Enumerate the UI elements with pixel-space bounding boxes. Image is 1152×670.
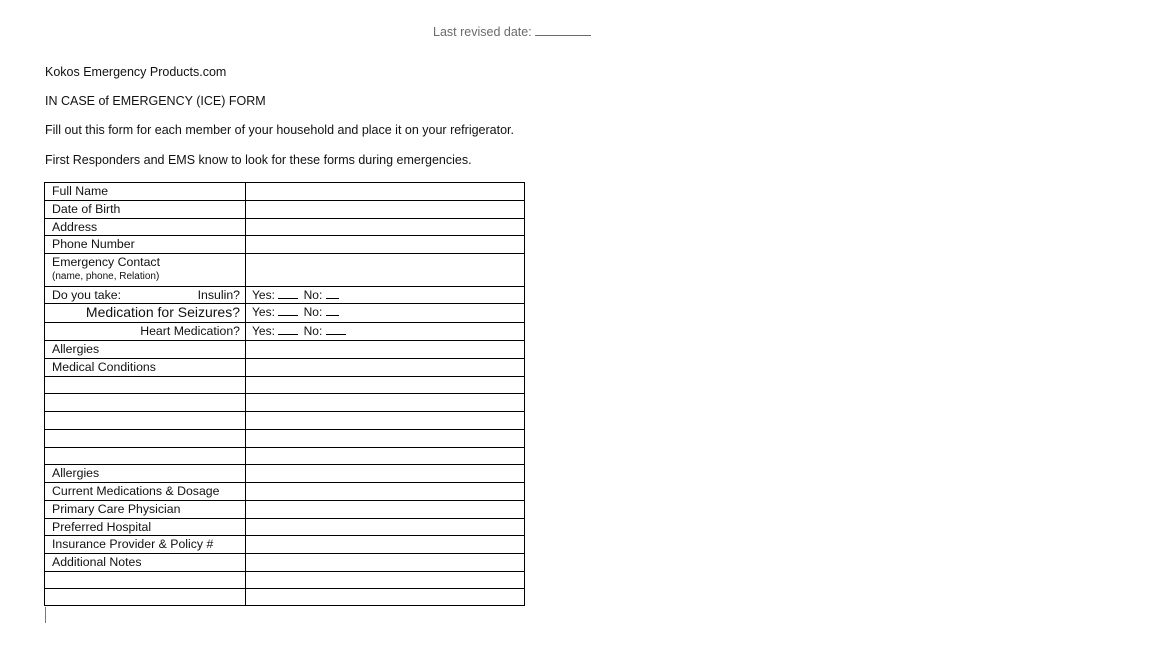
row-label: Address	[45, 219, 246, 236]
table-row-medical-conditions	[45, 359, 525, 377]
text-cursor	[45, 607, 46, 623]
phone-number-field[interactable]	[246, 236, 525, 254]
seizures-yes-no	[246, 304, 525, 323]
insulin-yes-no	[246, 287, 525, 304]
last-revised-blank[interactable]	[535, 23, 591, 36]
blank-value-cell[interactable]	[246, 448, 525, 465]
no-label: No:	[303, 324, 323, 338]
table-row-blank	[45, 448, 525, 465]
table-row-blank	[45, 572, 525, 589]
table-row-preferred-hospital	[45, 519, 525, 536]
instruction-line-2: First Responders and EMS know to look for these forms during emergencies.	[45, 153, 472, 167]
table-row-primary-care-physician	[45, 501, 525, 519]
seizures-yes-blank[interactable]	[278, 304, 298, 316]
no-label: No:	[303, 288, 323, 302]
medical-conditions-field[interactable]	[246, 359, 525, 377]
blank-value-cell[interactable]	[246, 394, 525, 412]
table-row-address	[45, 219, 525, 236]
table-row-blank	[45, 430, 525, 448]
insulin-no-blank[interactable]	[326, 287, 339, 299]
date-of-birth-field[interactable]	[246, 201, 525, 219]
yes-label: Yes:	[252, 288, 275, 302]
yes-label: Yes:	[252, 324, 275, 338]
blank-label-cell[interactable]	[45, 377, 246, 394]
row-label: Allergies	[45, 341, 246, 359]
emergency-contact-sublabel: (name, phone, Relation)	[52, 271, 160, 282]
table-row-allergies-2	[45, 465, 525, 483]
blank-value-cell[interactable]	[246, 589, 525, 606]
row-label: Medical Conditions	[45, 359, 246, 377]
table-row-blank	[45, 377, 525, 394]
table-row-emergency-contact	[45, 254, 525, 287]
preferred-hospital-field[interactable]	[246, 519, 525, 536]
row-label: Primary Care Physician	[45, 501, 246, 519]
table-row-full-name	[45, 183, 525, 201]
address-field[interactable]	[246, 219, 525, 236]
heart-yes-blank[interactable]	[278, 323, 298, 335]
heart-no-blank[interactable]	[326, 323, 346, 335]
last-revised-date	[433, 23, 591, 39]
table-row-insurance	[45, 536, 525, 554]
blank-label-cell[interactable]	[45, 430, 246, 448]
table-row-blank	[45, 394, 525, 412]
table-row-insulin	[45, 287, 525, 304]
emergency-contact-field[interactable]	[246, 254, 525, 287]
table-row-phone	[45, 236, 525, 254]
blank-label-cell[interactable]	[45, 394, 246, 412]
row-label	[45, 254, 246, 287]
table-row-current-medications	[45, 483, 525, 501]
blank-value-cell[interactable]	[246, 412, 525, 430]
allergies-field[interactable]	[246, 341, 525, 359]
table-row-blank	[45, 412, 525, 430]
row-label: Preferred Hospital	[45, 519, 246, 536]
seizures-no-blank[interactable]	[326, 304, 339, 316]
blank-value-cell[interactable]	[246, 377, 525, 394]
blank-label-cell[interactable]	[45, 589, 246, 606]
blank-value-cell[interactable]	[246, 430, 525, 448]
table-row-seizures	[45, 304, 525, 323]
table-row-blank	[45, 589, 525, 606]
row-label: Insurance Provider & Policy #	[45, 536, 246, 554]
table-row-dob	[45, 201, 525, 219]
table-row-heart-medication	[45, 323, 525, 341]
heart-yes-no	[246, 323, 525, 341]
instruction-line-1: Fill out this form for each member of your household and place it on your refrigerator.	[45, 123, 514, 137]
insurance-field[interactable]	[246, 536, 525, 554]
blank-label-cell[interactable]	[45, 412, 246, 430]
insulin-yes-blank[interactable]	[278, 287, 298, 299]
blank-label-cell[interactable]	[45, 572, 246, 589]
allergies-2-field[interactable]	[246, 465, 525, 483]
yes-label: Yes:	[252, 305, 275, 319]
emergency-contact-label: Emergency Contact	[52, 255, 160, 269]
form-title: IN CASE of EMERGENCY (ICE) FORM	[45, 94, 266, 108]
row-label: Allergies	[45, 465, 246, 483]
full-name-field[interactable]	[246, 183, 525, 201]
primary-care-physician-field[interactable]	[246, 501, 525, 519]
additional-notes-field[interactable]	[246, 554, 525, 572]
no-label: No:	[303, 305, 323, 319]
row-label: Phone Number	[45, 236, 246, 254]
do-you-take-label: Do you take:	[52, 288, 122, 302]
row-label: Current Medications & Dosage	[45, 483, 246, 501]
blank-label-cell[interactable]	[45, 448, 246, 465]
row-label	[45, 287, 246, 304]
row-label: Date of Birth	[45, 201, 246, 219]
table-row-allergies	[45, 341, 525, 359]
ice-form-table	[44, 182, 525, 606]
row-label: Full Name	[45, 183, 246, 201]
last-revised-label: Last revised date:	[433, 25, 532, 39]
table-row-additional-notes	[45, 554, 525, 572]
heart-medication-label: Heart Medication?	[45, 323, 246, 341]
insulin-label: Insulin?	[197, 288, 240, 302]
row-label: Additional Notes	[45, 554, 246, 572]
blank-value-cell[interactable]	[246, 572, 525, 589]
current-medications-field[interactable]	[246, 483, 525, 501]
company-name: Kokos Emergency Products.com	[45, 65, 227, 79]
seizure-medication-label: Medication for Seizures?	[45, 304, 246, 323]
